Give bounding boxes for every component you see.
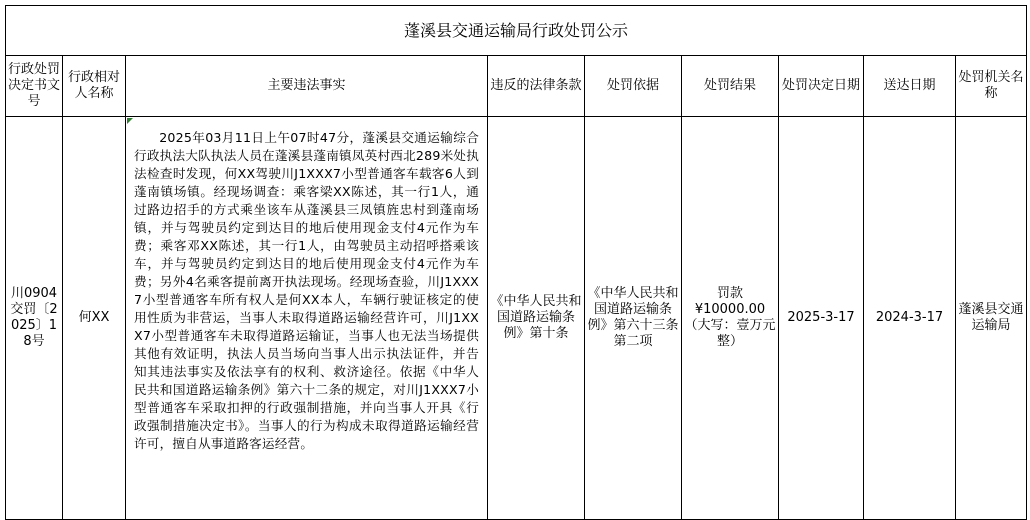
cell-service-date: 2024-3-17 [864,117,956,520]
result-amount-words: （大写：壹万元整） [684,318,776,349]
cell-basis: 《中华人民共和国道路运输条例》第六十三条第二项 [585,117,682,520]
header-basis: 处罚依据 [585,56,682,117]
table-row [6,117,1027,520]
header-party: 行政相对人名称 [63,56,126,117]
cell-doc-no: 川0904交罚〔2025〕18号 [6,117,63,520]
cell-party: 何XX [63,117,126,520]
cell-authority: 蓬溪县交通运输局 [956,117,1027,520]
header-doc-no: 行政处罚决定书文号 [6,56,63,117]
cell-law: 《中华人民共和国道路运输条例》第十条 [488,117,585,520]
cell-facts [126,117,488,520]
header-result: 处罚结果 [682,56,779,117]
facts-text: 2025年03月11日上午07时47分，蓬溪县交通运输综合行政执法大队执法人员在蓬溪县蓬南镇凤英村西北289米处执法检查时发现，何XX驾驶川J1XXX7小型普通客车载客6人到蓬南镇场镇。经现场调查：乘客梁XX陈述，其一行1人，通过路边招手的方式乘坐该车从蓬溪县三凤镇旌忠村到蓬南场镇，并与驾驶员约定到达目的地后使用现金支付4元作为车费；乘客邓XX陈述，其一行1人，由驾驶员主动招呼搭乘该车，并与驾驶员约定到达目的地后使用现金支付4元作为车费；另外4名乘客提前离开执法现场。经现场查验，川J1XXX7小型普通客车所有权人是何XX本人，车辆行驶证核定的使用性质为非营运，当事人未取得道路运输经营许可，川J1XXX7小型普通客车未取得道路运输证，当事人也无法当场提供其他有效证明，执法人员当场向当事人出示执法证件，并告知其违法事实及依法享有的权利、救济途径。依据《中华人民共和国道路运输条例》第六十二条的规定，对川J1XXX7小型普通客车采取扣押的行政强制措施，并向当事人开具《行政强制措施决定书》。当事人的行为构成未取得道路运输经营许可，擅自从事道路客运经营。 [134,130,479,451]
cell-result [682,117,779,520]
header-service-date: 送达日期 [864,56,956,117]
header-law: 违反的法律条款 [488,56,585,117]
penalty-notice-sheet [5,5,1026,505]
header-facts: 主要违法事实 [126,56,488,117]
penalty-table [5,5,1027,520]
result-penalty-type: 罚款 [716,286,743,301]
header-authority: 处罚机关名称 [956,56,1027,117]
table-title: 蓬溪县交通运输局行政处罚公示 [6,6,1027,56]
result-amount: ¥10000.00 [694,302,766,317]
cell-decision-date: 2025-3-17 [779,117,864,520]
header-decision-date: 处罚决定日期 [779,56,864,117]
